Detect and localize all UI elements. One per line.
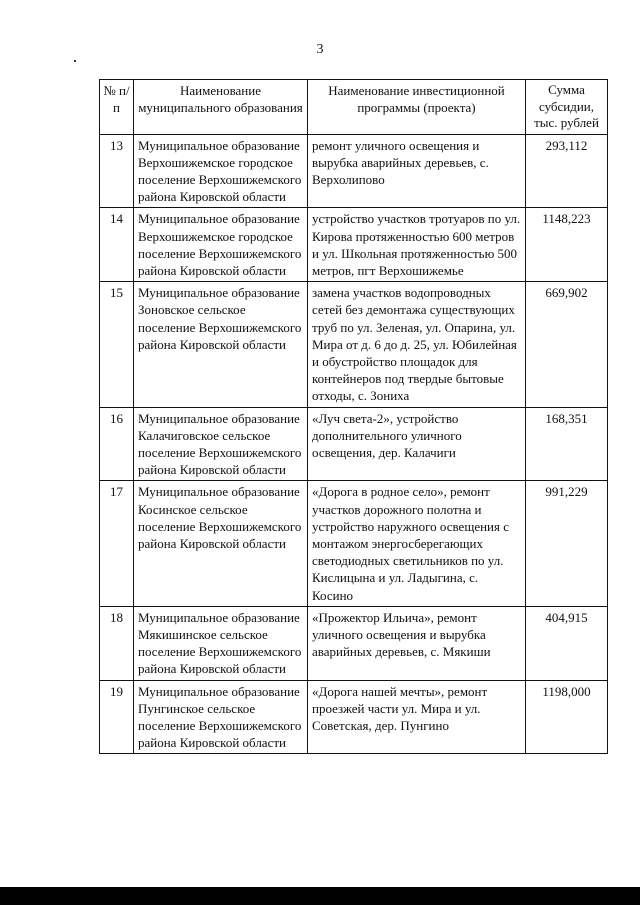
row-sum: 1148,223	[526, 208, 608, 282]
scan-bottom-edge	[0, 887, 640, 905]
subsidy-table	[99, 79, 608, 754]
header-num: № п/п	[100, 80, 134, 135]
row-municipality: Муниципальное образование Мякишинское сельское поселение Верхошижемского района Кировской области	[134, 606, 308, 680]
row-number: 13	[100, 134, 134, 208]
table-row	[100, 208, 608, 282]
row-program: «Дорога в родное село», ремонт участков дорожного полотна и устройство наружного освещения с монтажом энергосберегающих светодиодных светильников по ул. Кислицына и ул. Ладыгина, с. Косино	[308, 481, 526, 606]
row-program: «Луч света-2», устройство дополнительного уличного освещения, дер. Калачиги	[308, 407, 526, 481]
row-sum: 669,902	[526, 282, 608, 407]
table-row	[100, 606, 608, 680]
row-program: ремонт уличного освещения и вырубка аварийных деревьев, с. Верхолипово	[308, 134, 526, 208]
row-program: замена участков водопроводных сетей без демонтажа существующих труб по ул. Зеленая, ул. Опарина, ул. Мира от д. 6 до д. 25, ул. Юбилейная и обустройство площадок для контейнеров под твердые бытовые отходы, с. Зониха	[308, 282, 526, 407]
row-program: «Прожектор Ильича», ремонт уличного освещения и вырубка аварийных деревьев, с. Мякиши	[308, 606, 526, 680]
table-row	[100, 282, 608, 407]
row-number: 16	[100, 407, 134, 481]
row-sum: 293,112	[526, 134, 608, 208]
header-program: Наименование инвестиционной программы (проекта)	[308, 80, 526, 135]
row-municipality: Муниципальное образование Косинское сельское поселение Верхошижемского района Кировской области	[134, 481, 308, 606]
table-row	[100, 407, 608, 481]
row-municipality: Муниципальное образование Калачиговское сельское поселение Верхошижемского района Кировской области	[134, 407, 308, 481]
table-row	[100, 680, 608, 754]
header-sum: Сумма субсидии, тыс. рублей	[526, 80, 608, 135]
row-municipality: Муниципальное образование Верхошижемское городское поселение Верхошижемского района Кировской области	[134, 134, 308, 208]
table-row	[100, 481, 608, 606]
row-municipality: Муниципальное образование Зоновское сельское поселение Верхошижемского района Кировской области	[134, 282, 308, 407]
row-program: устройство участков тротуаров по ул. Кирова протяженностью 600 метров и ул. Школьная протяженностью 500 метров, пгт Верхошижемье	[308, 208, 526, 282]
row-number: 17	[100, 481, 134, 606]
header-municipality: Наименование муниципального образования	[134, 80, 308, 135]
row-number: 14	[100, 208, 134, 282]
row-program: «Дорога нашей мечты», ремонт проезжей части ул. Мира и ул. Советская, дер. Пунгино	[308, 680, 526, 754]
row-sum: 404,915	[526, 606, 608, 680]
scan-speck	[74, 60, 76, 62]
row-sum: 991,229	[526, 481, 608, 606]
row-sum: 1198,000	[526, 680, 608, 754]
table-row	[100, 134, 608, 208]
row-sum: 168,351	[526, 407, 608, 481]
row-municipality: Муниципальное образование Верхошижемское городское поселение Верхошижемского района Кировской области	[134, 208, 308, 282]
page-number: 3	[316, 42, 324, 57]
row-number: 18	[100, 606, 134, 680]
table-header-row	[100, 80, 608, 135]
row-municipality: Муниципальное образование Пунгинское сельское поселение Верхошижемского района Кировской области	[134, 680, 308, 754]
row-number: 15	[100, 282, 134, 407]
row-number: 19	[100, 680, 134, 754]
